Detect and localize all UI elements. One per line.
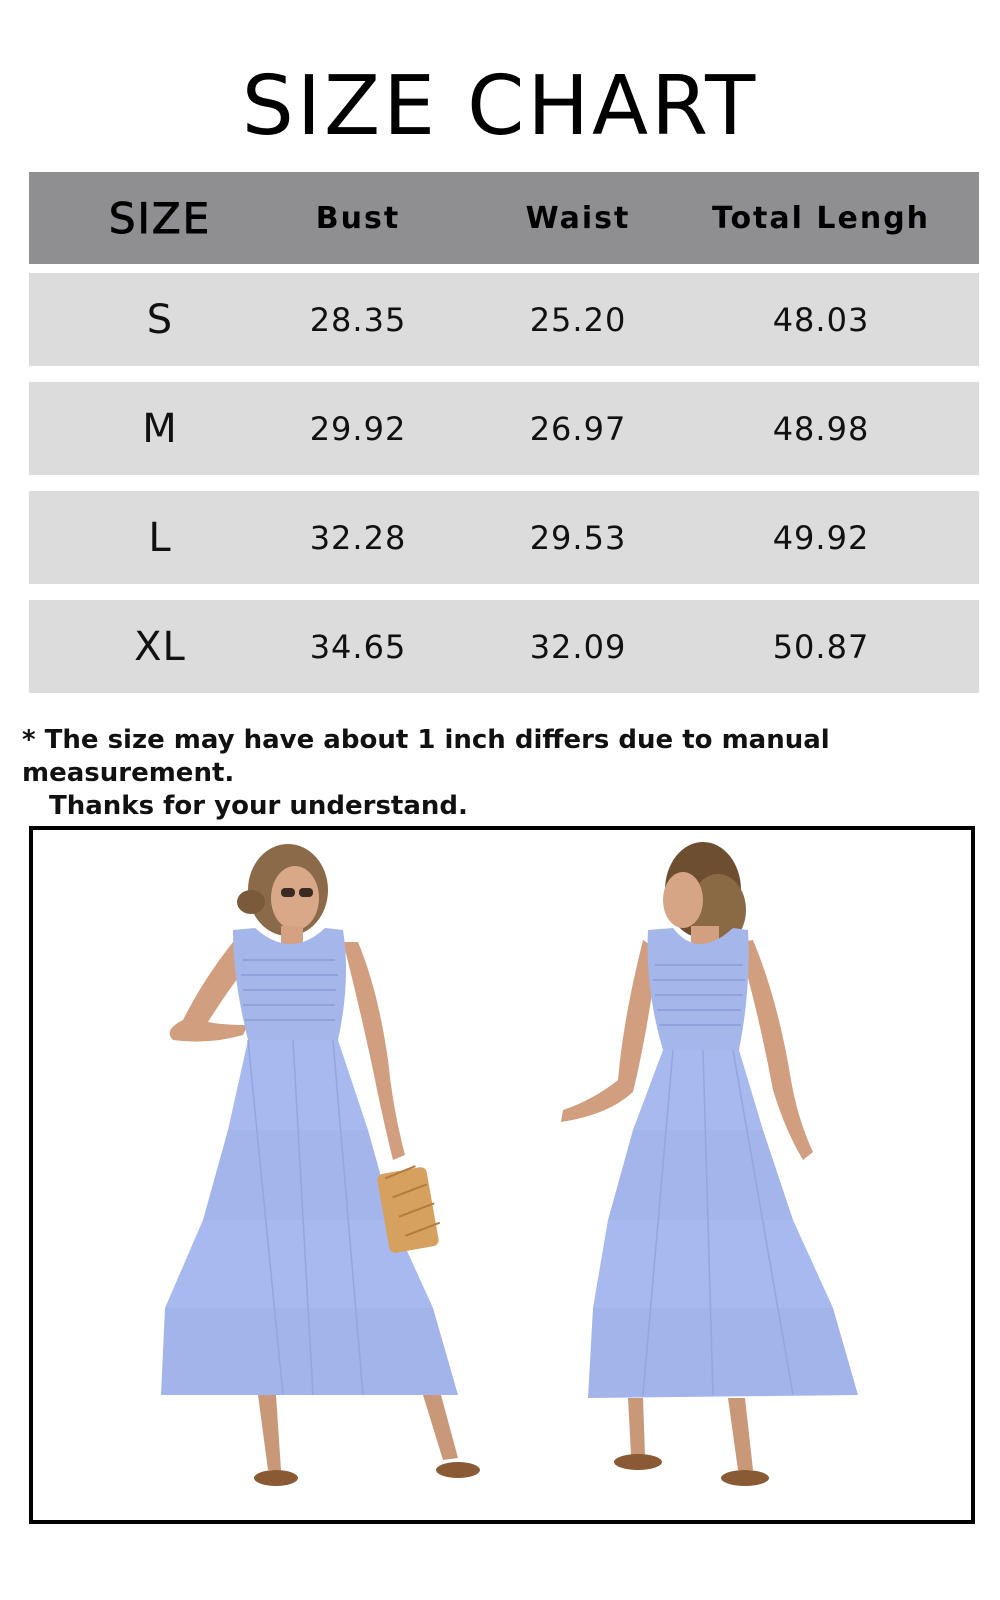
size-cell: L (148, 514, 172, 561)
front-view-model (161, 844, 480, 1486)
back-view-model (561, 842, 858, 1486)
table-row (29, 600, 979, 693)
length-cell: 48.98 (772, 409, 870, 448)
header-bust: Bust (315, 200, 401, 236)
size-table (29, 172, 979, 709)
header-total-length: Total Lengh (711, 200, 931, 236)
length-cell: 50.87 (772, 627, 870, 666)
length-cell: 49.92 (772, 518, 870, 557)
table-row (29, 273, 979, 366)
waist-cell: 25.20 (529, 300, 627, 339)
size-cell: M (142, 405, 178, 452)
header-size: SIZE (108, 193, 212, 243)
waist-cell: 26.97 (529, 409, 627, 448)
bust-cell: 32.28 (309, 518, 407, 557)
table-row (29, 382, 979, 475)
dress-model-illustration (33, 830, 971, 1520)
bust-cell: 34.65 (309, 627, 407, 666)
size-cell: XL (134, 623, 186, 670)
bust-cell: 29.92 (309, 409, 407, 448)
bust-cell: 28.35 (309, 300, 407, 339)
waist-cell: 29.53 (529, 518, 627, 557)
table-header-row (29, 172, 979, 264)
length-cell: 48.03 (772, 300, 870, 339)
header-waist: Waist (525, 200, 631, 236)
note-line-1: * The size may have about 1 inch differs due to manual measurement. (22, 725, 830, 788)
measurement-note (22, 724, 997, 823)
note-line-2: Thanks for your understand. (49, 791, 468, 821)
table-row (29, 491, 979, 584)
size-cell: S (146, 296, 174, 343)
page-title: SIZE CHART (241, 59, 759, 154)
waist-cell: 32.09 (529, 627, 627, 666)
product-photo (29, 826, 975, 1524)
